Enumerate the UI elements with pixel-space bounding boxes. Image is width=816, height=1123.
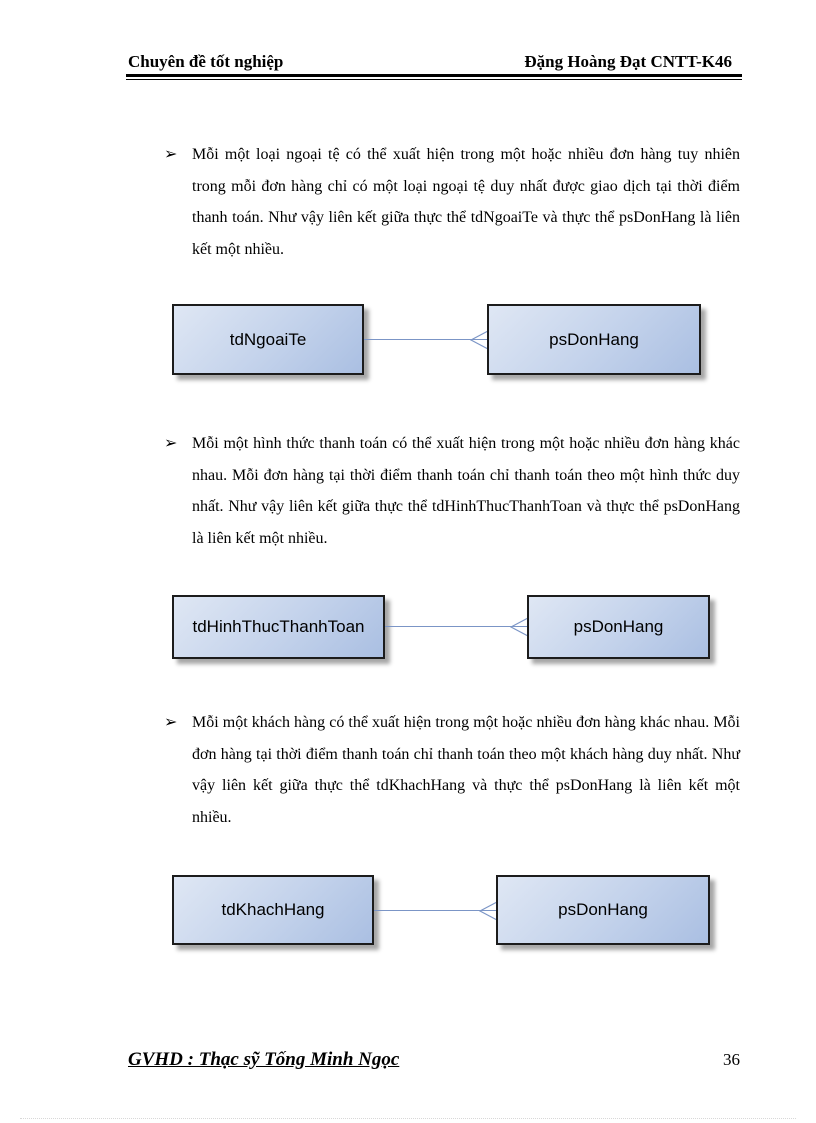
header-right-author: Đặng Hoàng Đạt CNTT-K46: [524, 52, 732, 71]
entity-box-one: tdKhachHang: [172, 875, 374, 945]
entity-box-many: psDonHang: [487, 304, 701, 375]
entity-box-many: psDonHang: [496, 875, 710, 945]
entity-box-one: tdNgoaiTe: [172, 304, 364, 375]
crows-foot-icon: [470, 330, 488, 350]
header-rule: [126, 74, 742, 77]
bullet-arrow-icon: ➢: [164, 714, 178, 731]
entity-box-many: psDonHang: [527, 595, 710, 659]
bullet-arrow-icon: ➢: [164, 435, 178, 452]
crows-foot-icon: [479, 901, 497, 921]
paragraph-3: Mỗi một khách hàng có thể xuất hiện trong một hoặc nhiều đơn hàng khác nhau. Mỗi đơn hàng tại thời điểm thanh toán chỉ thanh toán theo một khách hàng duy nhất. Như vậy liên kết giữa thực thể tdKhachHang và thực thể psDonHang là liên kết một nhiều.: [192, 714, 740, 826]
entity-box-one: tdHinhThucThanhToan: [172, 595, 385, 659]
paragraph-1: Mỗi một loại ngoại tệ có thể xuất hiện trong một hoặc nhiều đơn hàng tuy nhiên trong mỗi đơn hàng chỉ có một loại ngoại tệ duy nhất được giao dịch tại thời điểm thanh toán. Như vậy liên kết giữa thực thể tdNgoaiTe và thực thể psDonHang là liên kết một nhiều.: [192, 146, 740, 258]
paragraph-2: Mỗi một hình thức thanh toán có thể xuất hiện trong một hoặc nhiều đơn hàng khác nhau. Mỗi đơn hàng tại thời điểm thanh toán chỉ thanh toán theo một hình thức duy nhất. Như vậy liên kết giữa thực thể tdHinhThucThanhToan và thực thể psDonHang là liên kết một nhiều.: [192, 435, 740, 547]
header-rule-thin: [126, 79, 742, 80]
relationship-line: [385, 626, 528, 627]
header-left-title: Chuyên đề tốt nghiệp: [128, 52, 284, 71]
page-number: 36: [723, 1050, 740, 1069]
page-bottom-border: [20, 1118, 796, 1119]
bullet-arrow-icon: ➢: [164, 146, 178, 163]
crows-foot-icon: [510, 617, 528, 637]
footer-advisor: GVHD : Thạc sỹ Tống Minh Ngọc: [128, 1049, 400, 1070]
